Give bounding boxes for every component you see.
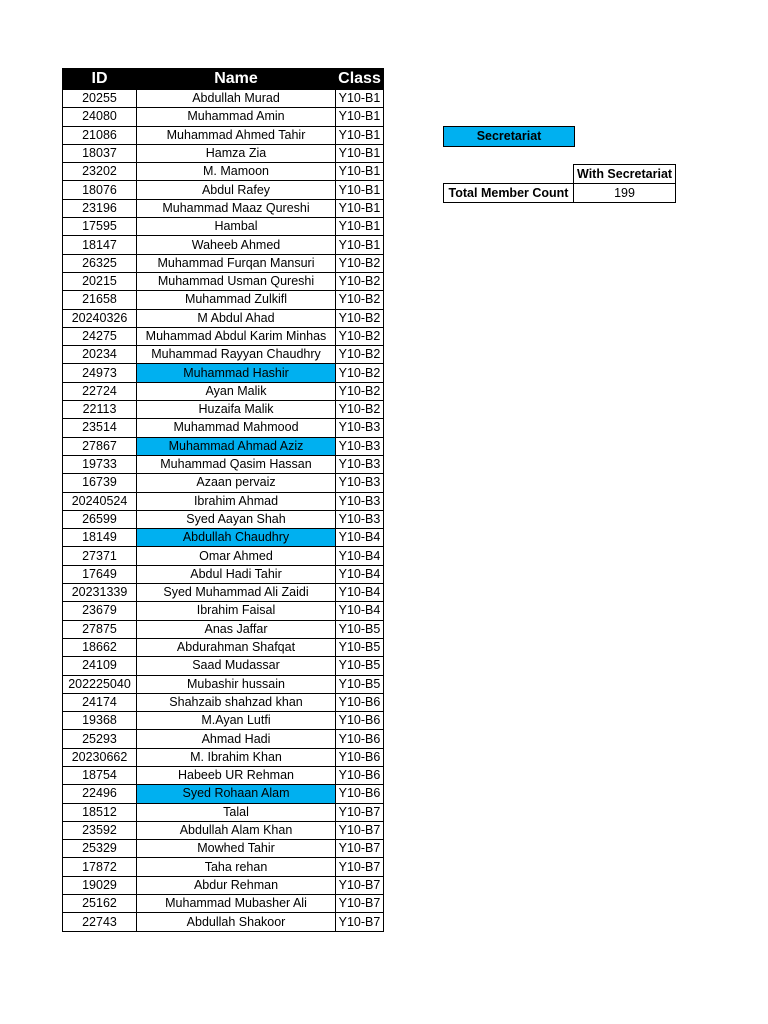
table-row [63,455,384,473]
with-secretariat-header: With Secretariat [574,165,676,184]
member-name-cell: Syed Rohaan Alam [137,785,336,803]
member-name-cell: Muhammad Hashir [137,364,336,382]
table-row [63,876,384,894]
member-id-cell: 19733 [63,455,137,473]
member-name-cell: Muhammad Mubasher Ali [137,895,336,913]
table-row [63,346,384,364]
member-name-cell: Muhammad Maaz Qureshi [137,199,336,217]
table-row [63,712,384,730]
member-name-cell: M. Mamoon [137,163,336,181]
member-name-cell: Omar Ahmed [137,547,336,565]
member-id-cell: 18037 [63,144,137,162]
member-id-cell: 20240524 [63,492,137,510]
member-name-cell: Syed Muhammad Ali Zaidi [137,584,336,602]
member-id-cell: 20234 [63,346,137,364]
table-row [63,181,384,199]
member-class-cell: Y10-B1 [336,218,384,236]
member-class-cell: Y10-B2 [336,309,384,327]
member-id-cell: 22496 [63,785,137,803]
member-name-cell: Azaan pervaiz [137,474,336,492]
member-class-cell: Y10-B3 [336,455,384,473]
member-name-cell: Abdullah Murad [137,90,336,108]
member-name-cell: Muhammad Zulkifl [137,291,336,309]
member-id-cell: 18149 [63,529,137,547]
table-row [63,474,384,492]
member-class-cell: Y10-B7 [336,840,384,858]
member-name-cell: Muhammad Amin [137,108,336,126]
member-id-cell: 18147 [63,236,137,254]
member-class-cell: Y10-B2 [336,291,384,309]
member-id-cell: 27875 [63,620,137,638]
table-row [63,291,384,309]
table-row [63,675,384,693]
member-name-cell: Saad Mudassar [137,657,336,675]
table-row [63,144,384,162]
member-id-cell: 23514 [63,419,137,437]
member-name-cell: Anas Jaffar [137,620,336,638]
member-id-cell: 24174 [63,693,137,711]
table-row [63,327,384,345]
member-id-cell: 23679 [63,602,137,620]
table-row [63,785,384,803]
member-id-cell: 18512 [63,803,137,821]
table-row [63,163,384,181]
table-row [63,419,384,437]
member-class-cell: Y10-B2 [336,401,384,419]
member-class-cell: Y10-B2 [336,327,384,345]
table-row [63,748,384,766]
member-class-cell: Y10-B2 [336,254,384,272]
table-row [63,510,384,528]
member-class-cell: Y10-B1 [336,163,384,181]
class-column-header: Class [336,69,384,90]
member-class-cell: Y10-B3 [336,510,384,528]
member-class-cell: Y10-B6 [336,748,384,766]
member-class-cell: Y10-B2 [336,382,384,400]
member-id-cell: 27371 [63,547,137,565]
member-class-cell: Y10-B5 [336,638,384,656]
table-row [63,657,384,675]
total-member-count-label: Total Member Count [444,184,574,203]
table-row [63,547,384,565]
member-class-cell: Y10-B1 [336,90,384,108]
member-class-cell: Y10-B7 [336,858,384,876]
member-class-cell: Y10-B6 [336,730,384,748]
member-name-cell: Abdul Rafey [137,181,336,199]
table-row [63,90,384,108]
member-class-cell: Y10-B6 [336,712,384,730]
member-id-cell: 24080 [63,108,137,126]
member-class-cell: Y10-B3 [336,437,384,455]
table-row [63,272,384,290]
member-id-cell: 25329 [63,840,137,858]
summary-data-row [444,184,676,203]
member-name-cell: Muhammad Mahmood [137,419,336,437]
member-id-cell: 19029 [63,876,137,894]
member-id-cell: 17872 [63,858,137,876]
total-member-count-value: 199 [574,184,676,203]
member-class-cell: Y10-B6 [336,693,384,711]
member-id-cell: 18662 [63,638,137,656]
member-name-cell: Habeeb UR Rehman [137,766,336,784]
member-class-cell: Y10-B7 [336,913,384,931]
table-row [63,492,384,510]
id-column-header: ID [63,69,137,90]
table-row [63,766,384,784]
member-id-cell: 21658 [63,291,137,309]
table-row [63,821,384,839]
member-name-cell: Waheeb Ahmed [137,236,336,254]
table-row [63,840,384,858]
member-id-cell: 26325 [63,254,137,272]
table-row [63,108,384,126]
summary-header-row [444,165,676,184]
table-row [63,638,384,656]
member-name-cell: Mubashir hussain [137,675,336,693]
member-class-cell: Y10-B7 [336,876,384,894]
member-name-cell: Muhammad Rayyan Chaudhry [137,346,336,364]
member-class-cell: Y10-B1 [336,236,384,254]
member-name-cell: Syed Aayan Shah [137,510,336,528]
member-name-cell: Muhammad Furqan Mansuri [137,254,336,272]
member-class-cell: Y10-B7 [336,821,384,839]
member-name-cell: M. Ibrahim Khan [137,748,336,766]
member-class-cell: Y10-B1 [336,181,384,199]
member-id-cell: 17649 [63,565,137,583]
table-row [63,565,384,583]
roster-body [63,90,384,932]
member-id-cell: 19368 [63,712,137,730]
member-class-cell: Y10-B4 [336,584,384,602]
member-id-cell: 22743 [63,913,137,931]
table-row [63,584,384,602]
member-class-cell: Y10-B1 [336,144,384,162]
member-id-cell: 23592 [63,821,137,839]
member-name-cell: Abdur Rehman [137,876,336,894]
table-row [63,693,384,711]
member-class-cell: Y10-B7 [336,803,384,821]
member-name-cell: Taha rehan [137,858,336,876]
member-id-cell: 16739 [63,474,137,492]
header-row [63,69,384,90]
member-name-cell: Shahzaib shahzad khan [137,693,336,711]
member-id-cell: 24275 [63,327,137,345]
member-name-cell: Muhammad Abdul Karim Minhas [137,327,336,345]
member-id-cell: 202225040 [63,675,137,693]
member-class-cell: Y10-B4 [336,602,384,620]
member-id-cell: 25293 [63,730,137,748]
member-class-cell: Y10-B4 [336,565,384,583]
member-name-cell: Ayan Malik [137,382,336,400]
member-class-cell: Y10-B5 [336,675,384,693]
member-class-cell: Y10-B1 [336,199,384,217]
table-row [63,218,384,236]
member-name-cell: Talal [137,803,336,821]
member-class-cell: Y10-B5 [336,657,384,675]
table-row [63,199,384,217]
member-name-cell: Ibrahim Ahmad [137,492,336,510]
member-name-cell: M Abdul Ahad [137,309,336,327]
member-class-cell: Y10-B3 [336,419,384,437]
member-id-cell: 25162 [63,895,137,913]
member-class-cell: Y10-B6 [336,785,384,803]
secretariat-legend: Secretariat [443,126,575,147]
member-name-cell: Ahmad Hadi [137,730,336,748]
member-name-cell: Hambal [137,218,336,236]
member-id-cell: 23196 [63,199,137,217]
table-row [63,254,384,272]
table-row [63,730,384,748]
member-name-cell: Muhammad Qasim Hassan [137,455,336,473]
member-name-cell: Ibrahim Faisal [137,602,336,620]
member-id-cell: 20230662 [63,748,137,766]
member-class-cell: Y10-B2 [336,272,384,290]
table-row [63,364,384,382]
member-class-cell: Y10-B1 [336,108,384,126]
member-id-cell: 22724 [63,382,137,400]
table-row [63,236,384,254]
member-id-cell: 24973 [63,364,137,382]
member-class-cell: Y10-B1 [336,126,384,144]
member-id-cell: 20255 [63,90,137,108]
name-column-header: Name [137,69,336,90]
table-row [63,309,384,327]
member-name-cell: Hamza Zia [137,144,336,162]
member-name-cell: Abdullah Chaudhry [137,529,336,547]
table-row [63,803,384,821]
member-name-cell: Mowhed Tahir [137,840,336,858]
member-name-cell: Muhammad Ahmed Tahir [137,126,336,144]
member-class-cell: Y10-B3 [336,492,384,510]
member-name-cell: Muhammad Usman Qureshi [137,272,336,290]
table-row [63,437,384,455]
member-class-cell: Y10-B7 [336,895,384,913]
summary-corner-cell [444,165,574,184]
member-class-cell: Y10-B2 [336,346,384,364]
member-id-cell: 22113 [63,401,137,419]
roster-header [63,69,384,90]
member-id-cell: 24109 [63,657,137,675]
member-name-cell: Huzaifa Malik [137,401,336,419]
table-row [63,620,384,638]
member-id-cell: 18076 [63,181,137,199]
member-id-cell: 21086 [63,126,137,144]
member-name-cell: Abdullah Shakoor [137,913,336,931]
member-id-cell: 18754 [63,766,137,784]
table-row [63,382,384,400]
member-class-cell: Y10-B2 [336,364,384,382]
member-id-cell: 17595 [63,218,137,236]
table-row [63,126,384,144]
member-class-cell: Y10-B6 [336,766,384,784]
member-id-cell: 20231339 [63,584,137,602]
member-name-cell: M.Ayan Lutfi [137,712,336,730]
table-row [63,529,384,547]
member-class-cell: Y10-B3 [336,474,384,492]
member-id-cell: 20215 [63,272,137,290]
member-name-cell: Abdul Hadi Tahir [137,565,336,583]
member-id-cell: 23202 [63,163,137,181]
member-class-cell: Y10-B5 [336,620,384,638]
member-count-summary-table [443,164,676,203]
table-row [63,401,384,419]
member-id-cell: 26599 [63,510,137,528]
member-class-cell: Y10-B4 [336,547,384,565]
member-id-cell: 27867 [63,437,137,455]
member-name-cell: Abdullah Alam Khan [137,821,336,839]
member-roster-table [62,68,384,932]
table-row [63,858,384,876]
member-name-cell: Muhammad Ahmad Aziz [137,437,336,455]
member-id-cell: 20240326 [63,309,137,327]
table-row [63,913,384,931]
table-row [63,602,384,620]
member-name-cell: Abdurahman Shafqat [137,638,336,656]
member-class-cell: Y10-B4 [336,529,384,547]
table-row [63,895,384,913]
